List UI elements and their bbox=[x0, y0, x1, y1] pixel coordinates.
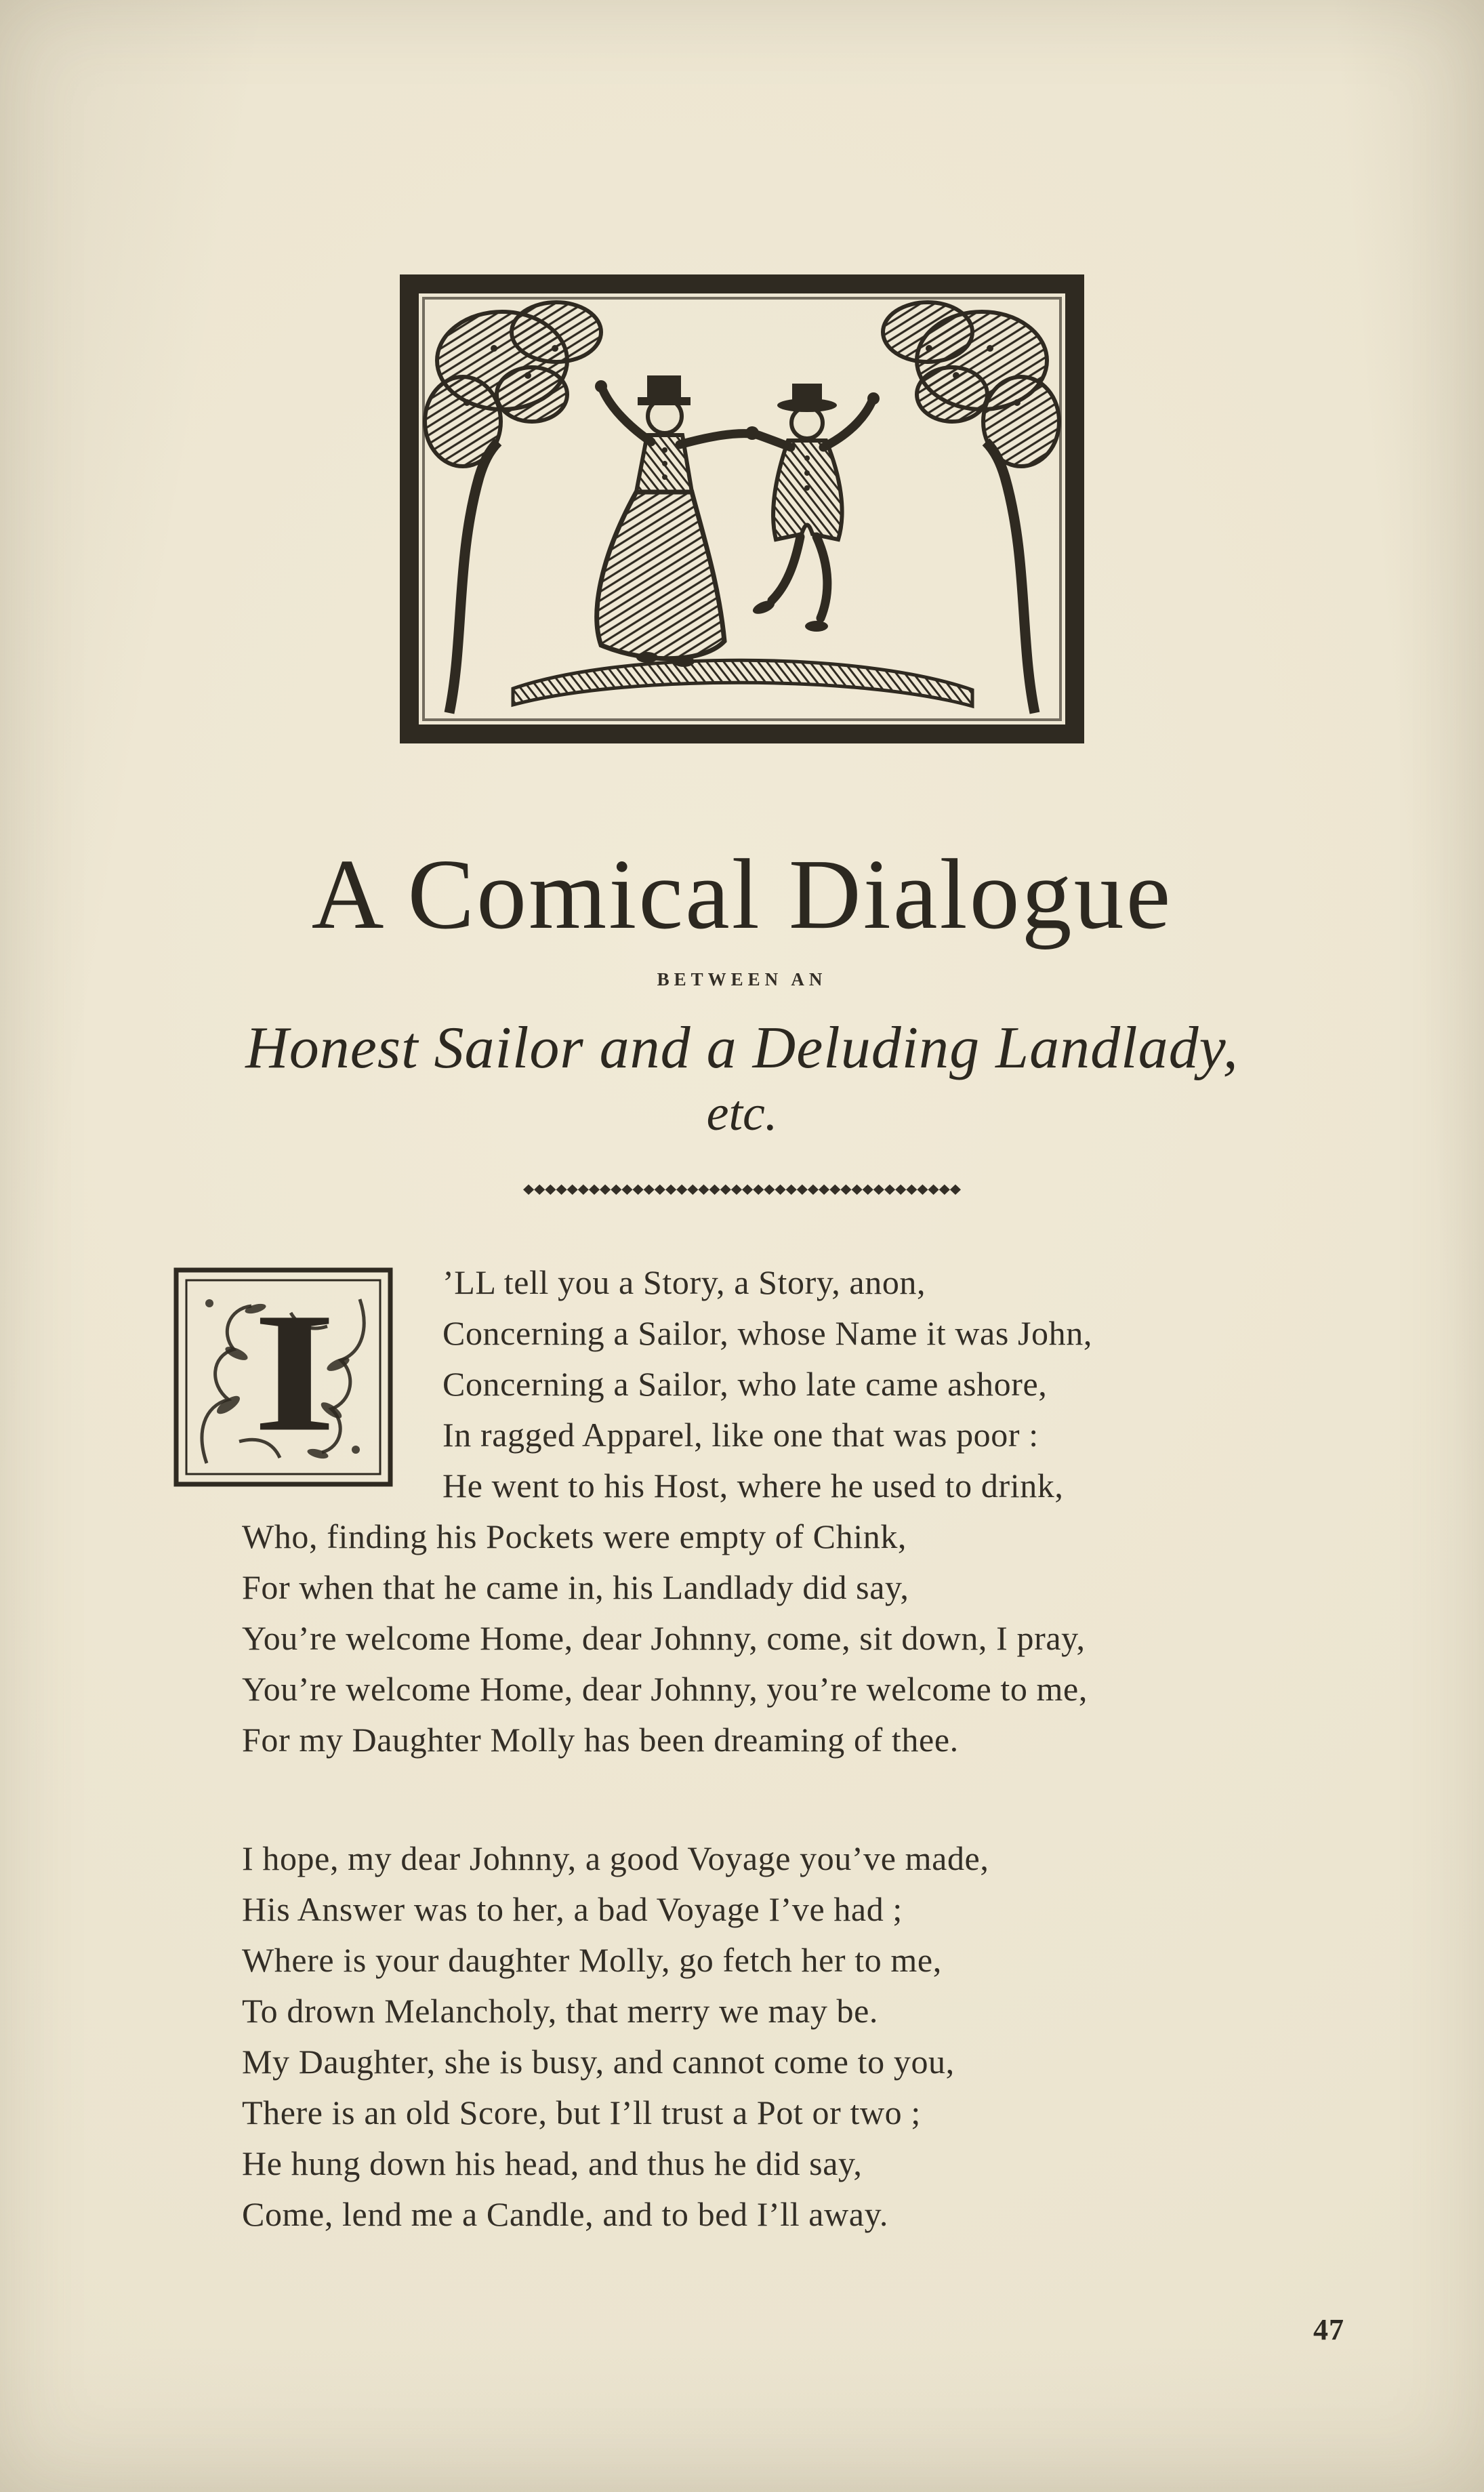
poem-line: I hope, my dear Johnny, a good Voyage you’ve made, bbox=[242, 1839, 989, 1878]
poem-line: Who, finding his Pockets were empty of Chink, bbox=[242, 1517, 907, 1556]
poem-line: He went to his Host, where he used to drink, bbox=[442, 1467, 1064, 1505]
page-number: 47 bbox=[1313, 2313, 1344, 2346]
poem-line: To drown Melancholy, that merry we may be. bbox=[242, 1992, 879, 2030]
poem-line: For when that he came in, his Landlady did say, bbox=[242, 1568, 909, 1607]
poem-line: ’LL tell you a Story, a Story, anon, bbox=[442, 1263, 926, 1302]
poem-line: Come, lend me a Candle, and to bed I’ll away. bbox=[242, 2195, 889, 2234]
poem-line: His Answer was to her, a bad Voyage I’ve had ; bbox=[242, 1890, 903, 1929]
stanza-1-lines bbox=[242, 1257, 1484, 1765]
woodcut-illustration bbox=[399, 0, 1085, 744]
stanza-2 bbox=[242, 1833, 1484, 2240]
poem-line: In ragged Apparel, like one that was poor : bbox=[442, 1416, 1039, 1454]
poem-line: Concerning a Sailor, who late came ashore, bbox=[442, 1365, 1048, 1404]
poem bbox=[242, 1257, 1484, 2240]
poem-line: There is an old Score, but I’ll trust a Pot or two ; bbox=[242, 2093, 921, 2132]
poem-line: You’re welcome Home, dear Johnny, come, sit down, I pray, bbox=[242, 1619, 1086, 1658]
poem-line: Concerning a Sailor, whose Name it was John, bbox=[442, 1314, 1092, 1353]
stanza-1 bbox=[242, 1257, 1484, 1765]
woodcut-dancing-couple-icon bbox=[399, 274, 1085, 744]
ornament-divider: ◆◆◆◆◆◆◆◆◆◆◆◆◆◆◆◆◆◆◆◆◆◆◆◆◆◆◆◆◆◆◆◆◆◆◆◆◆◆◆◆ bbox=[523, 1181, 961, 1197]
subtitle-etc: etc. bbox=[706, 1086, 778, 1142]
subtitle-between: BETWEEN AN bbox=[657, 969, 827, 989]
poem-line: Where is your daughter Molly, go fetch her to me, bbox=[242, 1941, 942, 1980]
page-title: A Comical Dialogue bbox=[311, 839, 1173, 950]
poem-line: He hung down his head, and thus he did say, bbox=[242, 2144, 863, 2183]
poem-line: You’re welcome Home, dear Johnny, you’re welcome to me, bbox=[242, 1670, 1088, 1709]
subtitle-subject: Honest Sailor and a Deluding Landlady, bbox=[245, 1015, 1239, 1081]
dropcap-letter: I bbox=[252, 1277, 337, 1467]
dropcap-block bbox=[171, 1265, 395, 1489]
poem-line: For my Daughter Molly has been dreaming of thee. bbox=[242, 1721, 959, 1759]
poem-line: My Daughter, she is busy, and cannot come to you, bbox=[242, 2043, 955, 2081]
